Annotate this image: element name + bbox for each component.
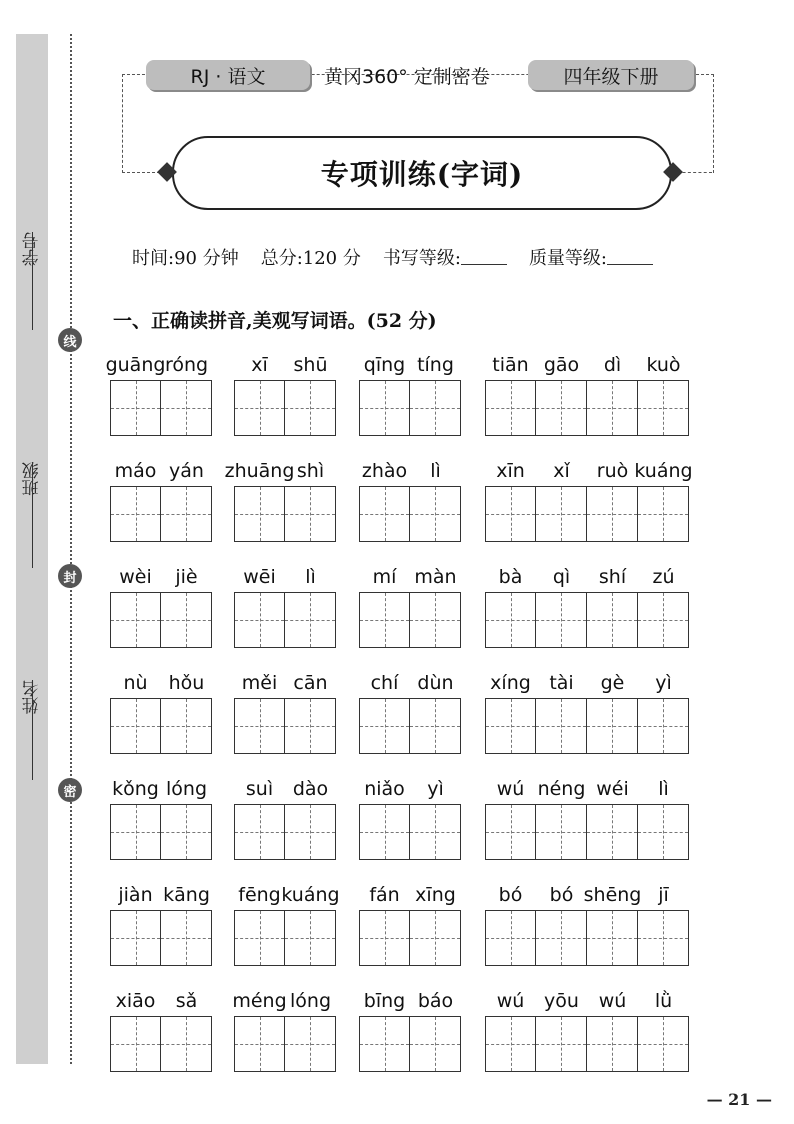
pinyin-syllable: bīng xyxy=(363,990,406,1012)
pinyin-syllable: wú xyxy=(598,990,627,1012)
pinyin-syllable: màn xyxy=(414,566,457,588)
word-group xyxy=(110,566,212,662)
pinyin-syllable: dì xyxy=(603,354,622,376)
pinyin-syllable: róng xyxy=(164,354,209,376)
writing-grade-blank[interactable] xyxy=(461,244,507,265)
pinyin-syllable: kǒng xyxy=(112,778,159,800)
tianzige-cell[interactable] xyxy=(285,380,336,436)
pinyin-syllable: chí xyxy=(370,672,399,694)
tianzige-cell[interactable] xyxy=(410,486,461,542)
word-group xyxy=(359,460,461,556)
brand-name: 黄冈360° 定制密卷 xyxy=(324,66,490,88)
word-row xyxy=(0,354,794,460)
pinyin-syllable: kuò xyxy=(646,354,681,376)
seal-feng: 封 xyxy=(58,564,82,588)
pinyin-syllable: yōu xyxy=(544,990,579,1012)
word-group xyxy=(234,778,336,874)
tianzige-cell[interactable] xyxy=(110,1016,161,1072)
tianzige-cell[interactable] xyxy=(587,380,638,436)
word-group xyxy=(105,354,212,450)
word-group xyxy=(485,884,689,980)
word-group xyxy=(234,566,336,662)
tianzige-cell[interactable] xyxy=(485,910,536,966)
tianzige-cell[interactable] xyxy=(359,486,410,542)
tianzige-cell[interactable] xyxy=(161,910,212,966)
score-info: 总分:120 分 xyxy=(260,248,361,269)
tianzige-cell[interactable] xyxy=(234,698,285,754)
pinyin-syllable: gāo xyxy=(543,354,580,376)
pinyin-syllable: wú xyxy=(496,990,525,1012)
pinyin-syllable: néng xyxy=(537,778,586,800)
word-group xyxy=(224,460,336,556)
tianzige-cell[interactable] xyxy=(161,1016,212,1072)
tianzige-cell[interactable] xyxy=(485,486,536,542)
word-row xyxy=(0,460,794,566)
tianzige-cell[interactable] xyxy=(536,910,587,966)
word-group xyxy=(485,566,689,662)
word-group xyxy=(234,354,336,450)
word-group xyxy=(485,460,693,556)
pinyin-syllable: xiāo xyxy=(115,990,156,1012)
word-group xyxy=(110,672,212,768)
pinyin-syllable: guāng xyxy=(105,354,166,376)
tianzige-cell[interactable] xyxy=(485,804,536,860)
pinyin-syllable: sǎ xyxy=(175,990,198,1012)
tianzige-cell[interactable] xyxy=(110,592,161,648)
class-label: 班级 xyxy=(22,462,43,496)
pinyin-syllable: xǐ xyxy=(553,460,570,482)
pinyin-syllable: xīng xyxy=(415,884,456,906)
word-row xyxy=(0,990,794,1096)
pinyin-syllable: lǜ xyxy=(654,990,673,1012)
seal-xian: 线 xyxy=(58,328,82,352)
pinyin-syllable: měi xyxy=(241,672,278,694)
pinyin-syllable: tài xyxy=(549,672,574,694)
page-number: — 21 — xyxy=(706,1090,772,1109)
quality-grade-label: 质量等级: xyxy=(528,248,608,269)
tianzige-cell[interactable] xyxy=(234,592,285,648)
pinyin-syllable: lóng xyxy=(165,778,208,800)
pinyin-syllable: ruò xyxy=(596,460,629,482)
pinyin-syllable: wēi xyxy=(243,566,276,588)
tianzige-cell[interactable] xyxy=(410,1016,461,1072)
tianzige-cell[interactable] xyxy=(410,910,461,966)
tianzige-cell[interactable] xyxy=(536,592,587,648)
pinyin-syllable: kuáng xyxy=(634,460,693,482)
tianzige-cell[interactable] xyxy=(234,1016,285,1072)
tianzige-cell[interactable] xyxy=(485,592,536,648)
tianzige-cell[interactable] xyxy=(161,698,212,754)
pinyin-syllable: bó xyxy=(498,884,523,906)
word-group xyxy=(234,990,336,1086)
tianzige-cell[interactable] xyxy=(587,804,638,860)
tianzige-cell[interactable] xyxy=(110,698,161,754)
word-group xyxy=(359,672,461,768)
pinyin-syllable: xīn xyxy=(496,460,525,482)
pinyin-syllable: lì xyxy=(430,460,441,482)
pinyin-syllable: xíng xyxy=(490,672,531,694)
tianzige-cell[interactable] xyxy=(587,1016,638,1072)
tianzige-cell[interactable] xyxy=(536,486,587,542)
tianzige-cell[interactable] xyxy=(110,804,161,860)
pinyin-syllable: méng xyxy=(232,990,287,1012)
exam-info xyxy=(132,244,653,270)
tianzige-cell[interactable] xyxy=(110,910,161,966)
pinyin-syllable: zú xyxy=(652,566,675,588)
tianzige-cell[interactable] xyxy=(285,1016,336,1072)
pinyin-syllable: shēng xyxy=(583,884,642,906)
pinyin-syllable: niǎo xyxy=(364,778,405,800)
tianzige-cell[interactable] xyxy=(285,698,336,754)
word-group xyxy=(110,778,212,874)
tianzige-cell[interactable] xyxy=(638,698,689,754)
grade-pill: 四年级下册 xyxy=(528,60,694,90)
tianzige-cell[interactable] xyxy=(638,804,689,860)
tianzige-cell[interactable] xyxy=(587,910,638,966)
pinyin-syllable: wú xyxy=(496,778,525,800)
pinyin-syllable: dùn xyxy=(417,672,454,694)
tianzige-cell[interactable] xyxy=(638,380,689,436)
pinyin-syllable: kāng xyxy=(163,884,210,906)
pinyin-syllable: yì xyxy=(427,778,444,800)
tianzige-cell[interactable] xyxy=(285,804,336,860)
pinyin-syllable: qì xyxy=(552,566,571,588)
pinyin-syllable: wèi xyxy=(119,566,152,588)
pinyin-syllable: xī xyxy=(251,354,268,376)
writing-grade-label: 书写等级: xyxy=(382,248,461,269)
tianzige-cell[interactable] xyxy=(359,592,410,648)
pinyin-syllable: bà xyxy=(498,566,523,588)
tianzige-cell[interactable] xyxy=(485,380,536,436)
tianzige-cell[interactable] xyxy=(285,910,336,966)
pinyin-syllable: mí xyxy=(372,566,397,588)
tianzige-cell[interactable] xyxy=(161,804,212,860)
subject-pill: RJ · 语文 xyxy=(146,60,310,90)
pinyin-syllable: hǒu xyxy=(168,672,205,694)
pinyin-syllable: jī xyxy=(658,884,669,906)
tianzige-cell[interactable] xyxy=(285,592,336,648)
word-group xyxy=(359,354,461,450)
student-no-blank[interactable] xyxy=(32,232,33,330)
tianzige-cell[interactable] xyxy=(161,380,212,436)
pinyin-syllable: lì xyxy=(305,566,316,588)
word-group xyxy=(110,460,212,556)
pinyin-syllable: shì xyxy=(296,460,325,482)
tianzige-cell[interactable] xyxy=(587,698,638,754)
pinyin-syllable: tiān xyxy=(492,354,529,376)
tianzige-cell[interactable] xyxy=(359,910,410,966)
tianzige-cell[interactable] xyxy=(638,910,689,966)
page-title: 专项训练(字词) xyxy=(320,158,524,191)
tianzige-cell[interactable] xyxy=(410,592,461,648)
pinyin-syllable: lì xyxy=(658,778,669,800)
tianzige-cell[interactable] xyxy=(359,380,410,436)
pinyin-syllable: jiè xyxy=(175,566,198,588)
word-group xyxy=(110,884,212,980)
pinyin-syllable: cān xyxy=(293,672,328,694)
tianzige-cell[interactable] xyxy=(536,380,587,436)
word-group xyxy=(234,672,336,768)
tianzige-cell[interactable] xyxy=(110,486,161,542)
pinyin-syllable: máo xyxy=(114,460,157,482)
pinyin-syllable: tíng xyxy=(417,354,454,376)
pinyin-syllable: nù xyxy=(123,672,148,694)
pinyin-syllable: yán xyxy=(169,460,204,482)
pinyin-syllable: shū xyxy=(293,354,328,376)
word-row xyxy=(0,778,794,884)
tianzige-cell[interactable] xyxy=(359,1016,410,1072)
tianzige-cell[interactable] xyxy=(234,804,285,860)
tianzige-cell[interactable] xyxy=(410,380,461,436)
word-group xyxy=(485,672,689,768)
tianzige-cell[interactable] xyxy=(234,380,285,436)
word-group xyxy=(110,990,212,1086)
pinyin-syllable: suì xyxy=(245,778,274,800)
tianzige-cell[interactable] xyxy=(359,804,410,860)
word-group xyxy=(485,990,689,1086)
pinyin-syllable: yì xyxy=(655,672,672,694)
word-group xyxy=(359,990,461,1086)
section-title: 一、正确读拼音,美观写词语。(52 分) xyxy=(113,310,437,332)
tianzige-cell[interactable] xyxy=(161,486,212,542)
time-info: 时间:90 分钟 xyxy=(132,248,239,269)
pinyin-syllable: gè xyxy=(600,672,625,694)
tianzige-cell[interactable] xyxy=(359,698,410,754)
pinyin-syllable: zhuāng xyxy=(224,460,295,482)
word-group xyxy=(359,778,461,874)
pinyin-syllable: bó xyxy=(549,884,574,906)
pinyin-syllable: lóng xyxy=(289,990,332,1012)
pinyin-syllable: kuáng xyxy=(281,884,340,906)
tianzige-cell[interactable] xyxy=(234,910,285,966)
name-label: 姓名 xyxy=(22,680,43,714)
word-group xyxy=(485,778,689,874)
tianzige-cell[interactable] xyxy=(285,486,336,542)
tianzige-cell[interactable] xyxy=(485,1016,536,1072)
tianzige-cell[interactable] xyxy=(587,486,638,542)
pinyin-syllable: jiàn xyxy=(118,884,153,906)
tianzige-cell[interactable] xyxy=(485,698,536,754)
word-row xyxy=(0,884,794,990)
quality-grade-blank[interactable] xyxy=(607,244,653,265)
pinyin-syllable: báo xyxy=(417,990,454,1012)
word-group xyxy=(359,566,461,662)
word-row xyxy=(0,566,794,672)
tianzige-cell[interactable] xyxy=(410,804,461,860)
tianzige-cell[interactable] xyxy=(234,486,285,542)
seal-mi: 密 xyxy=(58,778,82,802)
pinyin-syllable: fēng xyxy=(238,884,281,906)
tianzige-cell[interactable] xyxy=(410,698,461,754)
pinyin-syllable: fán xyxy=(369,884,400,906)
word-row xyxy=(0,672,794,778)
tianzige-cell[interactable] xyxy=(161,592,212,648)
tianzige-cell[interactable] xyxy=(110,380,161,436)
pinyin-syllable: wéi xyxy=(596,778,629,800)
student-no-label: 学号 xyxy=(22,232,43,266)
pinyin-syllable: zhào xyxy=(361,460,408,482)
word-group xyxy=(359,884,461,980)
tianzige-cell[interactable] xyxy=(536,804,587,860)
pinyin-syllable: dào xyxy=(292,778,329,800)
tianzige-cell[interactable] xyxy=(587,592,638,648)
tianzige-cell[interactable] xyxy=(638,486,689,542)
tianzige-cell[interactable] xyxy=(536,1016,587,1072)
tianzige-cell[interactable] xyxy=(638,592,689,648)
tianzige-cell[interactable] xyxy=(638,1016,689,1072)
pinyin-syllable: qīng xyxy=(363,354,406,376)
pinyin-syllable: shí xyxy=(598,566,627,588)
word-group xyxy=(485,354,689,450)
word-group xyxy=(234,884,340,980)
tianzige-cell[interactable] xyxy=(536,698,587,754)
